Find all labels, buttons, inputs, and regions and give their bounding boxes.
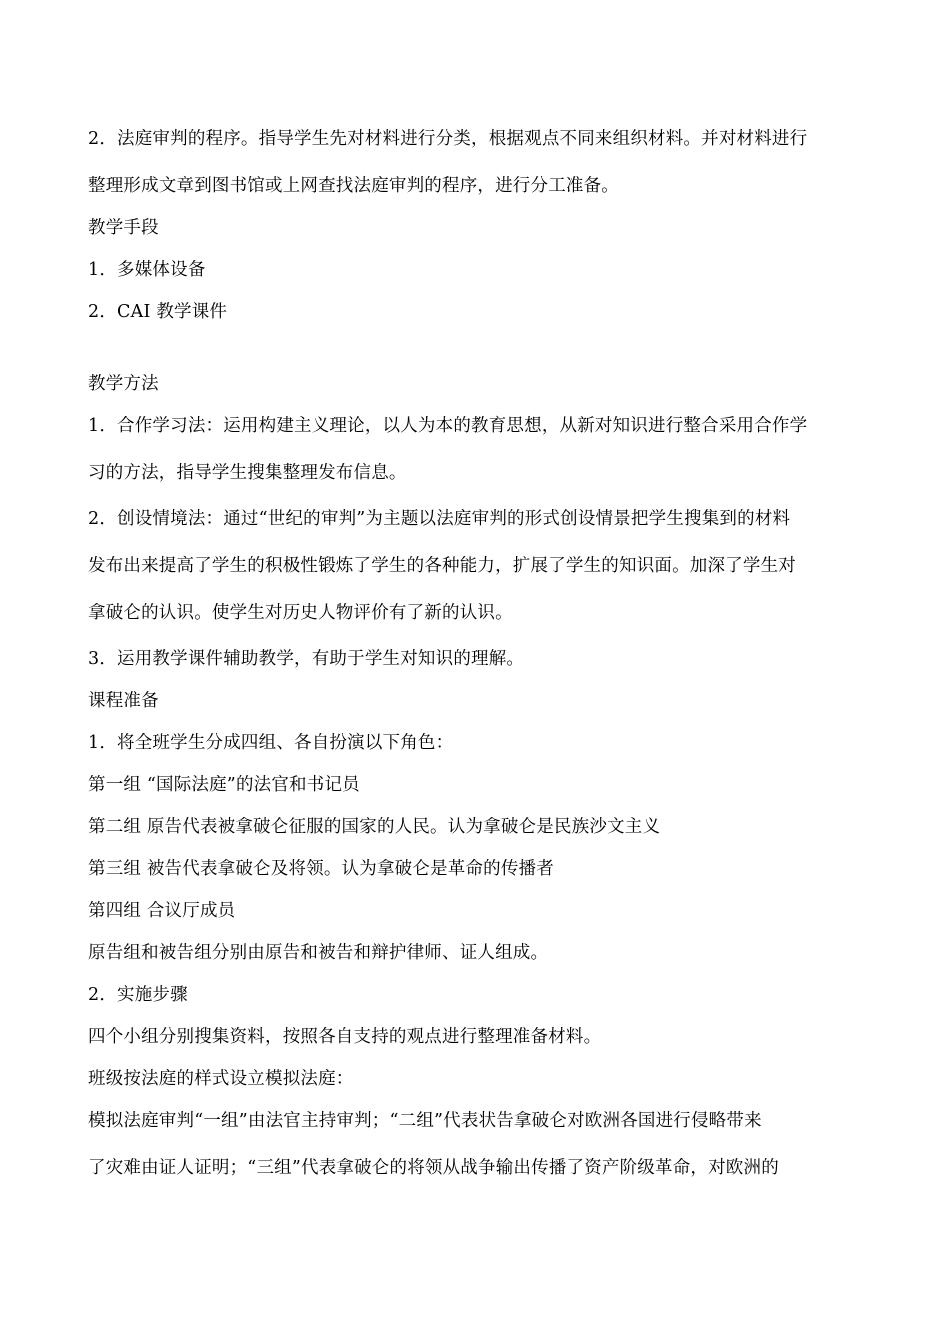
text-line: 第四组 合议厅成员 <box>88 901 236 921</box>
list-item: 2．CAI 教学课件 <box>88 302 228 322</box>
section-heading: 教学方法 <box>88 374 159 394</box>
section-heading: 教学手段 <box>88 218 159 238</box>
text-line: 发布出来提高了学生的积极性锻炼了学生的各种能力，扩展了学生的知识面。加深了学生对 <box>88 556 796 576</box>
text-line: 习的方法，指导学生搜集整理发布信息。 <box>88 463 407 483</box>
text-line: 原告组和被告组分别由原告和被告和辩护律师、证人组成。 <box>88 943 549 963</box>
text-line: 拿破仑的认识。使学生对历史人物评价有了新的认识。 <box>88 603 513 623</box>
text-line: 2．法庭审判的程序。指导学生先对材料进行分类，根据观点不同来组织材料。并对材料进行 <box>88 129 808 149</box>
text-line: 第二组 原告代表被拿破仑征服的国家的人民。认为拿破仑是民族沙文主义 <box>88 817 661 837</box>
text-line: 四个小组分别搜集资料，按照各自支持的观点进行整理准备材料。 <box>88 1027 602 1047</box>
text-line: 模拟法庭审判“一组”由法官主持审判；“二组”代表状告拿破仑对欧洲各国进行侵略带来 <box>88 1111 762 1131</box>
list-item: 3．运用教学课件辅助教学，有助于学生对知识的理解。 <box>88 649 525 669</box>
text-line: 班级按法庭的样式设立模拟法庭： <box>88 1069 354 1089</box>
section-heading: 课程准备 <box>88 691 159 711</box>
list-item: 1．将全班学生分成四组、各自扮演以下角色： <box>88 733 454 753</box>
text-line: 整理形成文章到图书馆或上网查找法庭审判的程序，进行分工准备。 <box>88 176 619 196</box>
text-line: 了灾难由证人证明；“三组”代表拿破仑的将领从战争输出传播了资产阶级革命，对欧洲的 <box>88 1158 779 1178</box>
list-item: 2．实施步骤 <box>88 985 188 1005</box>
list-item: 1．多媒体设备 <box>88 260 206 280</box>
list-item: 1．合作学习法：运用构建主义理论，以人为本的教育思想，从新对知识进行整合采用合作学 <box>88 416 808 436</box>
text-line: 第三组 被告代表拿破仑及将领。认为拿破仑是革命的传播者 <box>88 859 554 879</box>
text-line: 第一组 “国际法庭”的法官和书记员 <box>88 775 360 795</box>
list-item: 2．创设情境法：通过“世纪的审判”为主题以法庭审判的形式创设情景把学生搜集到的材料 <box>88 509 791 529</box>
